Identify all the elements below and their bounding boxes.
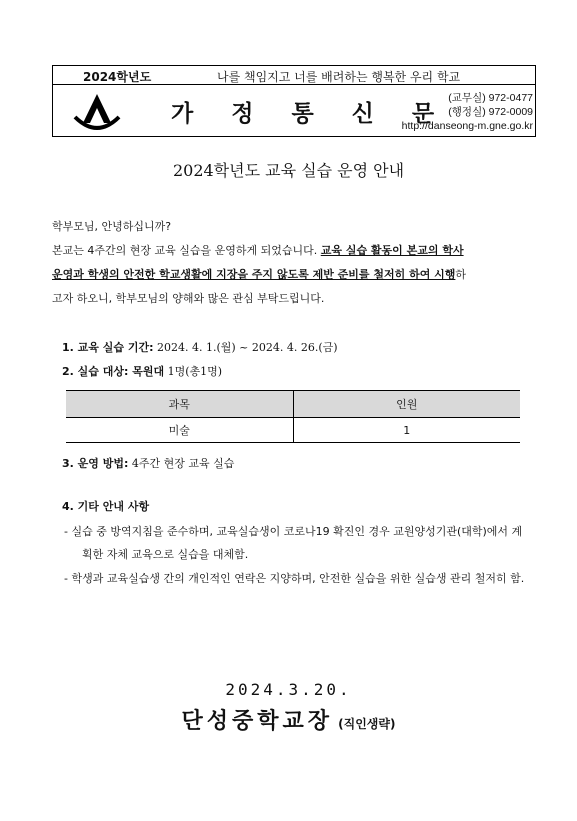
operation-method (62, 455, 234, 471)
school-principal: 단성중학교장 (181, 708, 334, 734)
intro-line-3: 고자 하오니, 학부모님의 양해와 많은 관심 부탁드립니다. (52, 292, 325, 305)
subject-table (66, 390, 520, 443)
newsletter-header (52, 65, 536, 137)
other-notices-heading (62, 498, 149, 514)
office-phone: (교무실) 972-0477 (448, 92, 533, 104)
intro-text: 하 (455, 268, 467, 281)
target-label: 2. 실습 대상: (62, 365, 129, 378)
intro-paragraph (52, 215, 530, 311)
target-university: 목원대 (128, 365, 165, 378)
school-year: 2024학년도 (83, 70, 152, 84)
intro-line-2 (52, 263, 530, 287)
practice-target (62, 363, 222, 379)
seal-omitted: (직인생략) (338, 717, 396, 731)
period-label: 1. 교육 실습 기간: (62, 341, 154, 354)
intro-emphasis: 교육 실습 활동이 본교의 학사 (320, 244, 464, 257)
intro-emphasis: 운영과 학생의 안전한 학교생활에 지장을 주지 않도록 제반 준비를 철저히 하여 시행 (52, 268, 456, 281)
intro-line-1 (52, 239, 530, 263)
greeting: 학부모님, 안녕하십니까? (52, 220, 172, 233)
contact-info (402, 91, 533, 133)
signature (0, 704, 577, 735)
school-emblem-icon (71, 91, 123, 135)
school-website: http://danseong-m.gne.go.kr (401, 120, 533, 132)
newsletter-title: 가 정 통 신 문 (171, 100, 450, 127)
target-count: 1명(총1명) (164, 365, 223, 378)
header-top-row (53, 66, 535, 85)
table-cell-count: 1 (293, 418, 520, 443)
method-value: 4주간 현장 교육 실습 (128, 457, 235, 470)
admin-phone: (행정실) 972-0009 (448, 106, 533, 118)
table-header-count: 인원 (293, 391, 520, 418)
notice-list (62, 520, 532, 591)
table-header-subject: 과목 (66, 391, 293, 418)
school-motto: 나를 책임지고 너를 배려하는 행복한 우리 학교 (217, 70, 461, 84)
list-item: - 학생과 교육실습생 간의 개인적인 연락은 지양하며, 안전한 실습을 위한 실습생 관리 철저히 함. (64, 572, 525, 585)
table-cell-subject: 미술 (66, 418, 293, 443)
method-label: 3. 운영 방법: (62, 457, 129, 470)
intro-text: 본교는 4주간의 현장 교육 실습을 운영하게 되었습니다. (52, 244, 321, 257)
practice-period (62, 339, 338, 355)
other-label: 4. 기타 안내 사항 (62, 500, 150, 513)
document-title: 2024학년도 교육 실습 운영 안내 (172, 161, 405, 180)
list-item: - 실습 중 방역지침을 준수하며, 교육실습생이 코로나19 확진인 경우 교원양성기관(대학)에서 계획한 자체 교육으로 실습을 대체함. (64, 525, 523, 561)
issue-date: 2024.3.20. (225, 680, 352, 699)
period-value: 2024. 4. 1.(월) ~ 2024. 4. 26.(금) (153, 341, 338, 354)
table-row (66, 418, 520, 443)
table-header-row (66, 391, 520, 418)
